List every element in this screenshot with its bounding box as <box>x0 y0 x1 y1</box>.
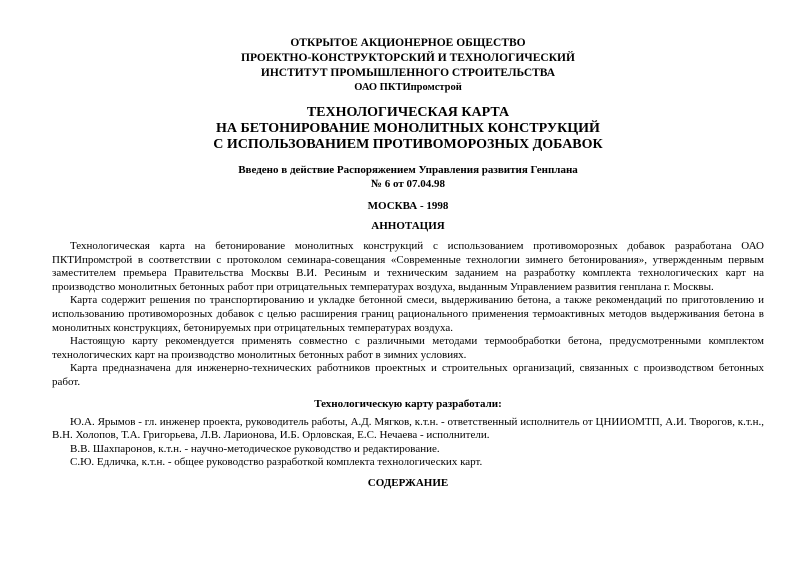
title-line: ТЕХНОЛОГИЧЕСКАЯ КАРТА <box>306 105 510 120</box>
authors-heading: Технологическую карту разработали: <box>314 397 502 410</box>
org-line: ПРОЕКТНО-КОНСТРУКТОРСКИЙ И ТЕХНОЛОГИЧЕСКИЙ <box>241 52 575 64</box>
document-page <box>52 36 764 490</box>
annotation-paragraph: Карта содержит решения по транспортированию и укладке бетонной смеси, выдерживанию бетона, а также рекомендаций по приготовлению и использованию противоморозных добавок с целью расширения границ рационального применения термоактивных методов выдерживания бетона в монолитных конструкциях, бетонируемых при отрицательных температурах воздуха. <box>52 294 764 334</box>
enactment-line: № 6 от 07.04.98 <box>370 178 446 190</box>
city-year: МОСКВА - 1998 <box>367 200 449 212</box>
document-title <box>52 105 764 153</box>
annotation-paragraph: Технологическая карта на бетонирование монолитных конструкций с использованием противоморозных добавок разработана ОАО ПКТИпромстрой в соответствии с протоколом семинара-совещания «Современные технологии зимнего бетонирования», утвержденным первым заместителем премьера Правительства Москвы В.И. Ресиным и техническим заданием на разработку комплекта технологических карт на производство монолитных бетонных работ при отрицательных температурах воздуха, выданным Управлением развития генплана г. Москвы. <box>52 240 764 293</box>
authors-paragraph: Ю.А. Ярымов - гл. инженер проекта, руководитель работы, А.Д. Мягков, к.т.н. - ответственный исполнитель от ЦНИИОМТП, А.И. Творогов, к.т.н., В.Н. Холопов, Т.А. Григорьева, Л.В. Ларионова, И.Б. Орловская, Е.С. Нечаева - исполнители. <box>52 415 764 442</box>
org-line: ОТКРЫТОЕ АКЦИОНЕРНОЕ ОБЩЕСТВО <box>290 37 526 49</box>
title-line: НА БЕТОНИРОВАНИЕ МОНОЛИТНЫХ КОНСТРУКЦИЙ <box>216 121 600 136</box>
authors-body <box>52 416 764 470</box>
organization-header <box>52 36 764 81</box>
title-line: С ИСПОЛЬЗОВАНИЕМ ПРОТИВОМОРОЗНЫХ ДОБАВОК <box>213 137 603 152</box>
annotation-body <box>52 240 764 390</box>
annotation-paragraph: Карта предназначена для инженерно-технических работников проектных и строительных организаций, связанных с производством бетонных работ. <box>52 362 764 388</box>
authors-paragraph: В.В. Шахпаронов, к.т.н. - научно-методическое руководство и редактирование. <box>70 442 440 455</box>
enactment-note <box>52 163 764 191</box>
annotation-heading: АННОТАЦИЯ <box>371 220 445 232</box>
org-line: ИНСТИТУТ ПРОМЫШЛЕННОГО СТРОИТЕЛЬСТВА <box>260 67 556 79</box>
annotation-paragraph: Настоящую карту рекомендуется применять совместно с различными методами термообработки бетона, предусмотренными комплектом технологических карт на производство монолитных бетонных работ в зимних условиях. <box>52 335 764 361</box>
enactment-line: Введено в действие Распоряжением Управления развития Генплана <box>238 164 578 176</box>
contents-heading: СОДЕРЖАНИЕ <box>367 476 449 489</box>
org-short-name: ОАО ПКТИпромстрой <box>354 82 462 93</box>
authors-paragraph: С.Ю. Едличка, к.т.н. - общее руководство разработкой комплекта технологических карт. <box>70 456 483 469</box>
